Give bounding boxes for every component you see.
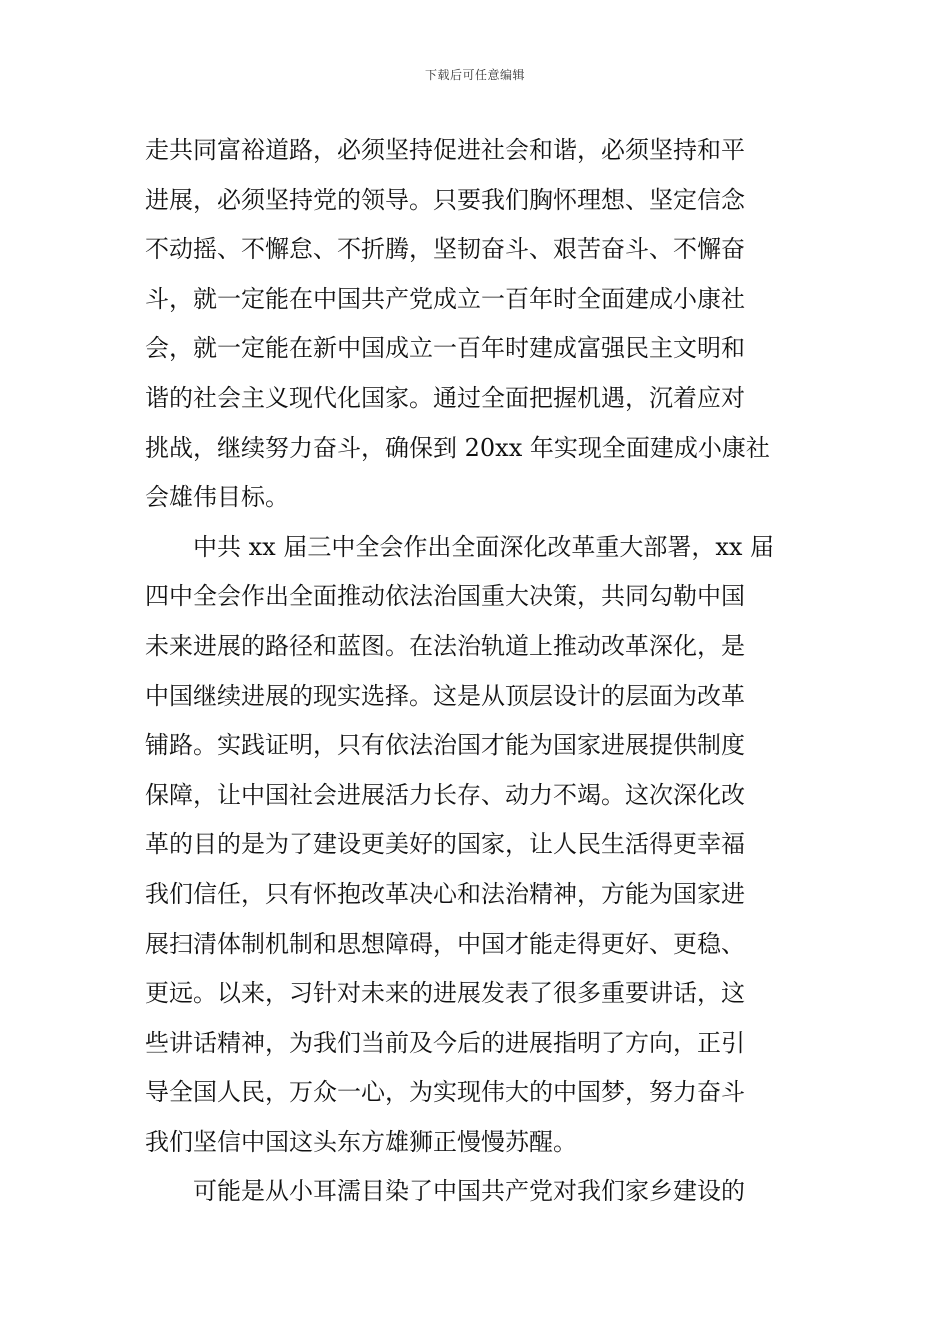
text-line: 四中全会作出全面推动依法治国重大决策，共同勾勒中国 bbox=[145, 582, 745, 611]
text-line: 会，就一定能在新中国成立一百年时建成富强民主文明和 bbox=[145, 334, 745, 363]
text-line: 会雄伟目标。 bbox=[145, 483, 289, 512]
text-line: 保障，让中国社会进展活力长存、动力不竭。这次深化改 bbox=[145, 780, 745, 809]
text-line: 走共同富裕道路，必须坚持促进社会和谐，必须坚持和平 bbox=[145, 136, 745, 164]
text-line: 些讲话精神，为我们当前及今后的进展指明了方向，正引 bbox=[145, 1028, 745, 1057]
text-line: 导全国人民，万众一心，为实现伟大的中国梦，努力奋斗 bbox=[145, 1078, 745, 1107]
paragraph-start-line: 可能是从小耳濡目染了中国共产党对我们家乡建设的 bbox=[193, 1177, 745, 1206]
text-line: 未来进展的路径和蓝图。在法治轨道上推动改革深化，是 bbox=[145, 631, 745, 660]
text-line: 挑战，继续努力奋斗，确保到 20xx 年实现全面建成小康社 bbox=[145, 433, 770, 462]
text-line: 我们坚信中国这头东方雄狮正慢慢苏醒。 bbox=[145, 1127, 577, 1156]
text-line: 中国继续进展的现实选择。这是从顶层设计的层面为改革 bbox=[145, 681, 745, 710]
text-line: 展扫清体制机制和思想障碍，中国才能走得更好、更稳、 bbox=[145, 929, 745, 958]
text-line: 斗，就一定能在中国共产党成立一百年时全面建成小康社 bbox=[145, 284, 745, 313]
text-line: 不动摇、不懈怠、不折腾，坚韧奋斗、艰苦奋斗、不懈奋 bbox=[145, 235, 745, 264]
page-header: 下载后可任意编辑 bbox=[424, 68, 525, 82]
text-line: 革的目的是为了建设更美好的国家，让人民生活得更幸福 bbox=[145, 830, 745, 859]
text-line: 铺路。实践证明，只有依法治国才能为国家进展提供制度 bbox=[145, 731, 745, 760]
text-line: 我们信任，只有怀抱改革决心和法治精神，方能为国家进 bbox=[145, 879, 745, 908]
text-line: 谐的社会主义现代化国家。通过全面把握机遇，沉着应对 bbox=[145, 383, 745, 412]
text-line: 更远。以来，习针对未来的进展发表了很多重要讲话，这 bbox=[145, 979, 745, 1008]
text-line: 进展，必须坚持党的领导。只要我们胸怀理想、坚定信念 bbox=[145, 185, 745, 214]
document-body bbox=[145, 126, 810, 1217]
paragraph-start-line: 中共 xx 届三中全会作出全面深化改革重大部署，xx 届 bbox=[193, 532, 775, 561]
